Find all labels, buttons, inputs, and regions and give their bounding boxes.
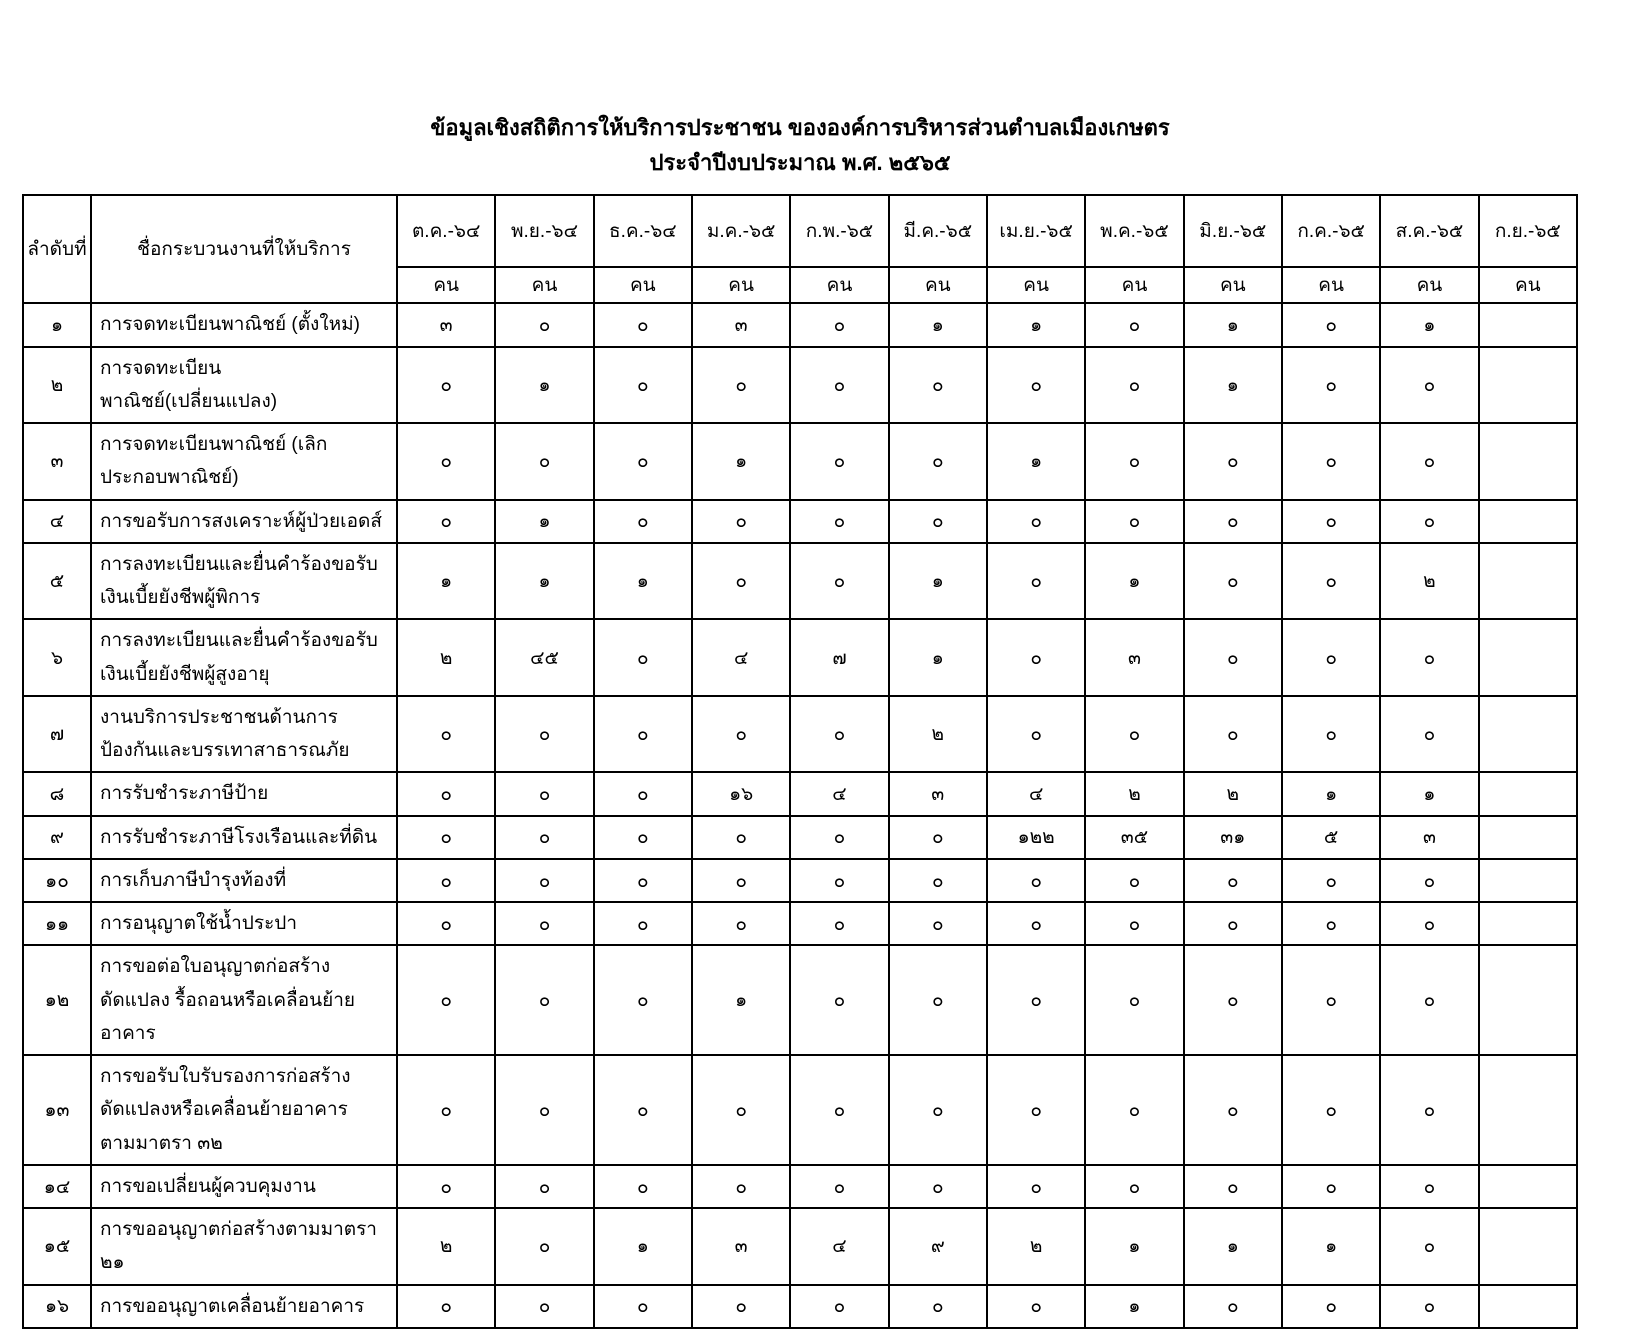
value-cell: ๐	[1184, 696, 1282, 773]
column-header-month-2: พ.ย.-๖๔	[495, 195, 593, 267]
unit-label-month-11: คน	[1380, 267, 1478, 303]
value-cell: ๓	[692, 303, 790, 346]
value-cell: ๐	[594, 619, 692, 696]
document-title-block	[22, 110, 1578, 180]
value-cell: ๐	[987, 619, 1085, 696]
table-row-5	[23, 543, 1577, 620]
value-cell: ๐	[987, 543, 1085, 620]
table-row-8	[23, 772, 1577, 815]
service-name: งานบริการประชาชนด้านการป้องกันและบรรเทาสาธารณภัย	[91, 696, 397, 773]
value-cell: ๑	[1085, 1208, 1183, 1285]
value-cell: ๐	[495, 1208, 593, 1285]
value-cell: ๑	[692, 423, 790, 500]
value-cell: ๐	[594, 816, 692, 859]
value-cell: ๐	[1085, 500, 1183, 543]
column-header-month-9: มิ.ย.-๖๕	[1184, 195, 1282, 267]
value-cell: ๐	[1380, 619, 1478, 696]
value-cell: ๐	[594, 347, 692, 424]
value-cell: ๐	[1282, 1285, 1380, 1328]
value-cell: ๓๕	[1085, 816, 1183, 859]
value-cell: ๐	[987, 1165, 1085, 1208]
column-header-service-name: ชื่อกระบวนงานที่ให้บริการ	[91, 195, 397, 303]
row-index: ๑๔	[23, 1165, 91, 1208]
value-cell: ๐	[692, 696, 790, 773]
value-cell: ๑	[1282, 772, 1380, 815]
value-cell: ๐	[397, 1165, 495, 1208]
unit-label-month-2: คน	[495, 267, 593, 303]
value-cell: ๐	[987, 1055, 1085, 1165]
table-row-1	[23, 303, 1577, 346]
value-cell: ๐	[987, 500, 1085, 543]
value-cell: ๐	[889, 500, 987, 543]
value-cell: ๐	[1380, 1165, 1478, 1208]
unit-label-month-8: คน	[1085, 267, 1183, 303]
column-header-month-5: ก.พ.-๖๕	[790, 195, 888, 267]
value-cell: ๐	[1085, 859, 1183, 902]
value-cell: ๐	[397, 902, 495, 945]
value-cell	[1479, 543, 1577, 620]
value-cell: ๐	[889, 902, 987, 945]
value-cell: ๑	[1282, 1208, 1380, 1285]
value-cell: ๐	[1380, 859, 1478, 902]
value-cell: ๐	[397, 772, 495, 815]
row-index: ๓	[23, 423, 91, 500]
value-cell	[1479, 303, 1577, 346]
value-cell	[1479, 423, 1577, 500]
value-cell: ๔๕	[495, 619, 593, 696]
value-cell: ๓	[692, 1208, 790, 1285]
table-row-6	[23, 619, 1577, 696]
unit-label-month-10: คน	[1282, 267, 1380, 303]
value-cell: ๐	[495, 696, 593, 773]
value-cell: ๑	[1184, 347, 1282, 424]
value-cell: ๐	[397, 347, 495, 424]
table-row-2	[23, 347, 1577, 424]
unit-label-month-6: คน	[889, 267, 987, 303]
column-header-month-4: ม.ค.-๖๕	[692, 195, 790, 267]
value-cell	[1479, 696, 1577, 773]
value-cell: ๗	[790, 619, 888, 696]
value-cell: ๐	[1282, 347, 1380, 424]
row-index: ๑๓	[23, 1055, 91, 1165]
document-content	[22, 110, 1578, 1329]
value-cell: ๐	[594, 859, 692, 902]
value-cell: ๐	[790, 1165, 888, 1208]
value-cell: ๐	[790, 347, 888, 424]
value-cell: ๐	[790, 696, 888, 773]
column-header-month-8: พ.ค.-๖๕	[1085, 195, 1183, 267]
value-cell: ๐	[889, 1165, 987, 1208]
row-index: ๒	[23, 347, 91, 424]
value-cell: ๐	[1085, 945, 1183, 1055]
value-cell	[1479, 1285, 1577, 1328]
value-cell: ๐	[495, 1165, 593, 1208]
value-cell: ๑	[1380, 772, 1478, 815]
value-cell: ๐	[790, 1055, 888, 1165]
value-cell: ๐	[594, 696, 692, 773]
unit-label-month-9: คน	[1184, 267, 1282, 303]
service-name: การขอรับการสงเคราะห์ผู้ป่วยเอดส์	[91, 500, 397, 543]
row-index: ๗	[23, 696, 91, 773]
value-cell: ๓	[397, 303, 495, 346]
value-cell: ๐	[1282, 303, 1380, 346]
table-row-10	[23, 859, 1577, 902]
unit-label-month-1: คน	[397, 267, 495, 303]
value-cell: ๐	[1085, 303, 1183, 346]
value-cell: ๐	[1282, 619, 1380, 696]
value-cell: ๐	[1380, 1285, 1478, 1328]
value-cell: ๓	[1085, 619, 1183, 696]
value-cell: ๐	[889, 1285, 987, 1328]
value-cell: ๑	[1085, 543, 1183, 620]
value-cell: ๑	[987, 423, 1085, 500]
value-cell: ๔	[692, 619, 790, 696]
value-cell	[1479, 1165, 1577, 1208]
value-cell: ๐	[594, 772, 692, 815]
value-cell: ๐	[1085, 902, 1183, 945]
value-cell	[1479, 945, 1577, 1055]
value-cell: ๐	[594, 303, 692, 346]
value-cell: ๐	[987, 696, 1085, 773]
unit-label-month-3: คน	[594, 267, 692, 303]
value-cell: ๒	[1085, 772, 1183, 815]
value-cell: ๒	[889, 696, 987, 773]
value-cell: ๐	[790, 902, 888, 945]
value-cell: ๓	[889, 772, 987, 815]
value-cell: ๐	[1184, 423, 1282, 500]
row-index: ๑๐	[23, 859, 91, 902]
value-cell: ๑	[1184, 1208, 1282, 1285]
value-cell: ๑	[1085, 1285, 1183, 1328]
value-cell: ๑	[889, 303, 987, 346]
value-cell: ๓	[1380, 816, 1478, 859]
value-cell: ๒	[987, 1208, 1085, 1285]
unit-label-month-4: คน	[692, 267, 790, 303]
service-name: การขอต่อใบอนุญาตก่อสร้าง ดัดแปลง รื้อถอนหรือเคลื่อนย้ายอาคาร	[91, 945, 397, 1055]
table-row-9	[23, 816, 1577, 859]
value-cell: ๑	[594, 543, 692, 620]
service-name: การขอเปลี่ยนผู้ควบคุมงาน	[91, 1165, 397, 1208]
value-cell: ๐	[594, 902, 692, 945]
value-cell: ๐	[1184, 500, 1282, 543]
statistics-table	[22, 194, 1578, 1329]
value-cell: ๐	[987, 347, 1085, 424]
statistics-table-body	[23, 303, 1577, 1328]
value-cell	[1479, 902, 1577, 945]
row-index: ๑๕	[23, 1208, 91, 1285]
value-cell: ๐	[1184, 1165, 1282, 1208]
service-name: การลงทะเบียนและยื่นคำร้องขอรับเงินเบี้ยยังชีพผู้สูงอายุ	[91, 619, 397, 696]
value-cell: ๑	[397, 543, 495, 620]
value-cell: ๐	[692, 500, 790, 543]
value-cell: ๐	[1282, 423, 1380, 500]
value-cell: ๐	[1085, 696, 1183, 773]
value-cell: ๒	[1184, 772, 1282, 815]
value-cell	[1479, 1055, 1577, 1165]
value-cell: ๐	[1085, 423, 1183, 500]
value-cell: ๒	[397, 1208, 495, 1285]
value-cell: ๐	[987, 902, 1085, 945]
row-index: ๑	[23, 303, 91, 346]
value-cell: ๐	[495, 772, 593, 815]
value-cell: ๐	[1380, 1055, 1478, 1165]
value-cell: ๐	[1184, 859, 1282, 902]
value-cell: ๐	[1184, 945, 1282, 1055]
value-cell: ๐	[1380, 500, 1478, 543]
value-cell: ๐	[790, 303, 888, 346]
value-cell: ๐	[1380, 696, 1478, 773]
row-index: ๕	[23, 543, 91, 620]
value-cell: ๔	[987, 772, 1085, 815]
value-cell: ๐	[889, 945, 987, 1055]
table-row-13	[23, 1055, 1577, 1165]
value-cell: ๐	[594, 1165, 692, 1208]
row-index: ๖	[23, 619, 91, 696]
value-cell: ๐	[790, 945, 888, 1055]
value-cell: ๐	[495, 1285, 593, 1328]
row-index: ๙	[23, 816, 91, 859]
value-cell: ๑	[594, 1208, 692, 1285]
value-cell: ๐	[790, 543, 888, 620]
row-index: ๑๑	[23, 902, 91, 945]
value-cell: ๐	[692, 347, 790, 424]
value-cell: ๐	[495, 945, 593, 1055]
value-cell: ๐	[594, 423, 692, 500]
value-cell: ๐	[594, 1285, 692, 1328]
value-cell: ๐	[1282, 1055, 1380, 1165]
value-cell: ๐	[692, 816, 790, 859]
value-cell: ๕	[1282, 816, 1380, 859]
value-cell: ๑	[692, 945, 790, 1055]
value-cell: ๐	[1184, 1285, 1282, 1328]
value-cell: ๑๖	[692, 772, 790, 815]
value-cell: ๐	[987, 1285, 1085, 1328]
service-name: การจดทะเบียนพาณิชย์ (ตั้งใหม่)	[91, 303, 397, 346]
value-cell: ๐	[692, 859, 790, 902]
value-cell: ๐	[889, 423, 987, 500]
value-cell: ๐	[495, 303, 593, 346]
value-cell: ๑	[889, 543, 987, 620]
value-cell: ๐	[987, 945, 1085, 1055]
service-name: การจดทะเบียนพาณิชย์(เปลี่ยนแปลง)	[91, 347, 397, 424]
value-cell: ๐	[1184, 1055, 1282, 1165]
row-index: ๑๖	[23, 1285, 91, 1328]
column-header-month-10: ก.ค.-๖๕	[1282, 195, 1380, 267]
value-cell: ๐	[790, 859, 888, 902]
service-name: การจดทะเบียนพาณิชย์ (เลิกประกอบพาณิชย์)	[91, 423, 397, 500]
row-index: ๑๒	[23, 945, 91, 1055]
value-cell: ๐	[397, 423, 495, 500]
value-cell: ๐	[889, 816, 987, 859]
unit-label-month-7: คน	[987, 267, 1085, 303]
table-row-3	[23, 423, 1577, 500]
column-header-month-1: ต.ค.-๖๔	[397, 195, 495, 267]
value-cell	[1479, 816, 1577, 859]
value-cell: ๐	[1282, 945, 1380, 1055]
value-cell: ๐	[495, 816, 593, 859]
value-cell: ๑	[889, 619, 987, 696]
value-cell: ๐	[692, 1285, 790, 1328]
value-cell: ๐	[1282, 543, 1380, 620]
value-cell: ๑	[1380, 303, 1478, 346]
value-cell: ๔	[790, 772, 888, 815]
unit-label-month-5: คน	[790, 267, 888, 303]
value-cell: ๐	[397, 945, 495, 1055]
value-cell: ๑	[495, 347, 593, 424]
value-cell: ๐	[1184, 543, 1282, 620]
row-index: ๔	[23, 500, 91, 543]
table-header-row	[23, 195, 1577, 267]
value-cell	[1479, 1208, 1577, 1285]
table-row-7	[23, 696, 1577, 773]
value-cell: ๐	[1184, 619, 1282, 696]
service-name: การขออนุญาตเคลื่อนย้ายอาคาร	[91, 1285, 397, 1328]
value-cell	[1479, 859, 1577, 902]
value-cell: ๐	[1085, 1055, 1183, 1165]
service-name: การรับชำระภาษีป้าย	[91, 772, 397, 815]
table-row-12	[23, 945, 1577, 1055]
value-cell: ๐	[1282, 859, 1380, 902]
value-cell: ๐	[397, 859, 495, 902]
value-cell: ๔	[790, 1208, 888, 1285]
value-cell: ๐	[889, 347, 987, 424]
unit-label-month-12: คน	[1479, 267, 1577, 303]
value-cell: ๑๒๒	[987, 816, 1085, 859]
value-cell: ๐	[889, 859, 987, 902]
document-title-line2: ประจำปีงบประมาณ พ.ศ. ๒๕๖๕	[649, 150, 951, 176]
value-cell: ๐	[495, 423, 593, 500]
value-cell: ๒	[397, 619, 495, 696]
value-cell: ๐	[594, 945, 692, 1055]
value-cell: ๐	[1282, 696, 1380, 773]
value-cell: ๐	[889, 1055, 987, 1165]
column-header-month-7: เม.ย.-๖๕	[987, 195, 1085, 267]
service-name: การอนุญาตใช้น้ำประปา	[91, 902, 397, 945]
service-name: การเก็บภาษีบำรุงท้องที่	[91, 859, 397, 902]
table-row-14	[23, 1165, 1577, 1208]
service-name: การขออนุญาตก่อสร้างตามมาตรา ๒๑	[91, 1208, 397, 1285]
value-cell: ๐	[1282, 1165, 1380, 1208]
value-cell: ๐	[397, 1285, 495, 1328]
value-cell: ๐	[1380, 945, 1478, 1055]
value-cell: ๐	[1380, 902, 1478, 945]
table-row-15	[23, 1208, 1577, 1285]
value-cell: ๐	[692, 1165, 790, 1208]
value-cell	[1479, 500, 1577, 543]
column-header-index: ลำดับที่	[23, 195, 91, 303]
value-cell: ๐	[790, 500, 888, 543]
value-cell: ๐	[1380, 347, 1478, 424]
value-cell: ๐	[987, 859, 1085, 902]
value-cell: ๐	[1380, 1208, 1478, 1285]
service-name: การรับชำระภาษีโรงเรือนและที่ดิน	[91, 816, 397, 859]
value-cell	[1479, 772, 1577, 815]
value-cell: ๙	[889, 1208, 987, 1285]
table-row-11	[23, 902, 1577, 945]
value-cell: ๐	[790, 423, 888, 500]
value-cell: ๑	[987, 303, 1085, 346]
value-cell: ๐	[692, 543, 790, 620]
value-cell: ๑	[1184, 303, 1282, 346]
value-cell: ๐	[495, 859, 593, 902]
column-header-month-11: ส.ค.-๖๕	[1380, 195, 1478, 267]
value-cell: ๐	[692, 902, 790, 945]
column-header-month-6: มี.ค.-๖๕	[889, 195, 987, 267]
value-cell: ๒	[1380, 543, 1478, 620]
table-row-4	[23, 500, 1577, 543]
value-cell: ๐	[397, 696, 495, 773]
service-name: การขอรับใบรับรองการก่อสร้าง ดัดแปลงหรือเคลื่อนย้ายอาคาร ตามมาตรา ๓๒	[91, 1055, 397, 1165]
value-cell: ๐	[495, 1055, 593, 1165]
value-cell: ๐	[790, 1285, 888, 1328]
value-cell: ๐	[397, 816, 495, 859]
value-cell: ๐	[692, 1055, 790, 1165]
table-row-16	[23, 1285, 1577, 1328]
value-cell: ๐	[1184, 902, 1282, 945]
value-cell: ๐	[790, 816, 888, 859]
service-name: การลงทะเบียนและยื่นคำร้องขอรับเงินเบี้ยยังชีพผู้พิการ	[91, 543, 397, 620]
value-cell: ๓๑	[1184, 816, 1282, 859]
column-header-month-12: ก.ย.-๖๕	[1479, 195, 1577, 267]
value-cell: ๐	[1282, 500, 1380, 543]
value-cell: ๑	[495, 543, 593, 620]
value-cell: ๐	[594, 500, 692, 543]
value-cell: ๐	[397, 1055, 495, 1165]
value-cell: ๑	[495, 500, 593, 543]
row-index: ๘	[23, 772, 91, 815]
value-cell: ๐	[1085, 347, 1183, 424]
statistics-table-head	[23, 195, 1577, 303]
value-cell: ๐	[495, 902, 593, 945]
column-header-month-3: ธ.ค.-๖๔	[594, 195, 692, 267]
value-cell	[1479, 619, 1577, 696]
value-cell: ๐	[1282, 902, 1380, 945]
value-cell	[1479, 347, 1577, 424]
value-cell: ๐	[1085, 1165, 1183, 1208]
value-cell: ๐	[1380, 423, 1478, 500]
document-title-line1: ข้อมูลเชิงสถิติการให้บริการประชาชน ขององค์การบริหารส่วนตำบลเมืองเกษตร	[430, 115, 1170, 140]
value-cell: ๐	[397, 500, 495, 543]
value-cell: ๐	[594, 1055, 692, 1165]
